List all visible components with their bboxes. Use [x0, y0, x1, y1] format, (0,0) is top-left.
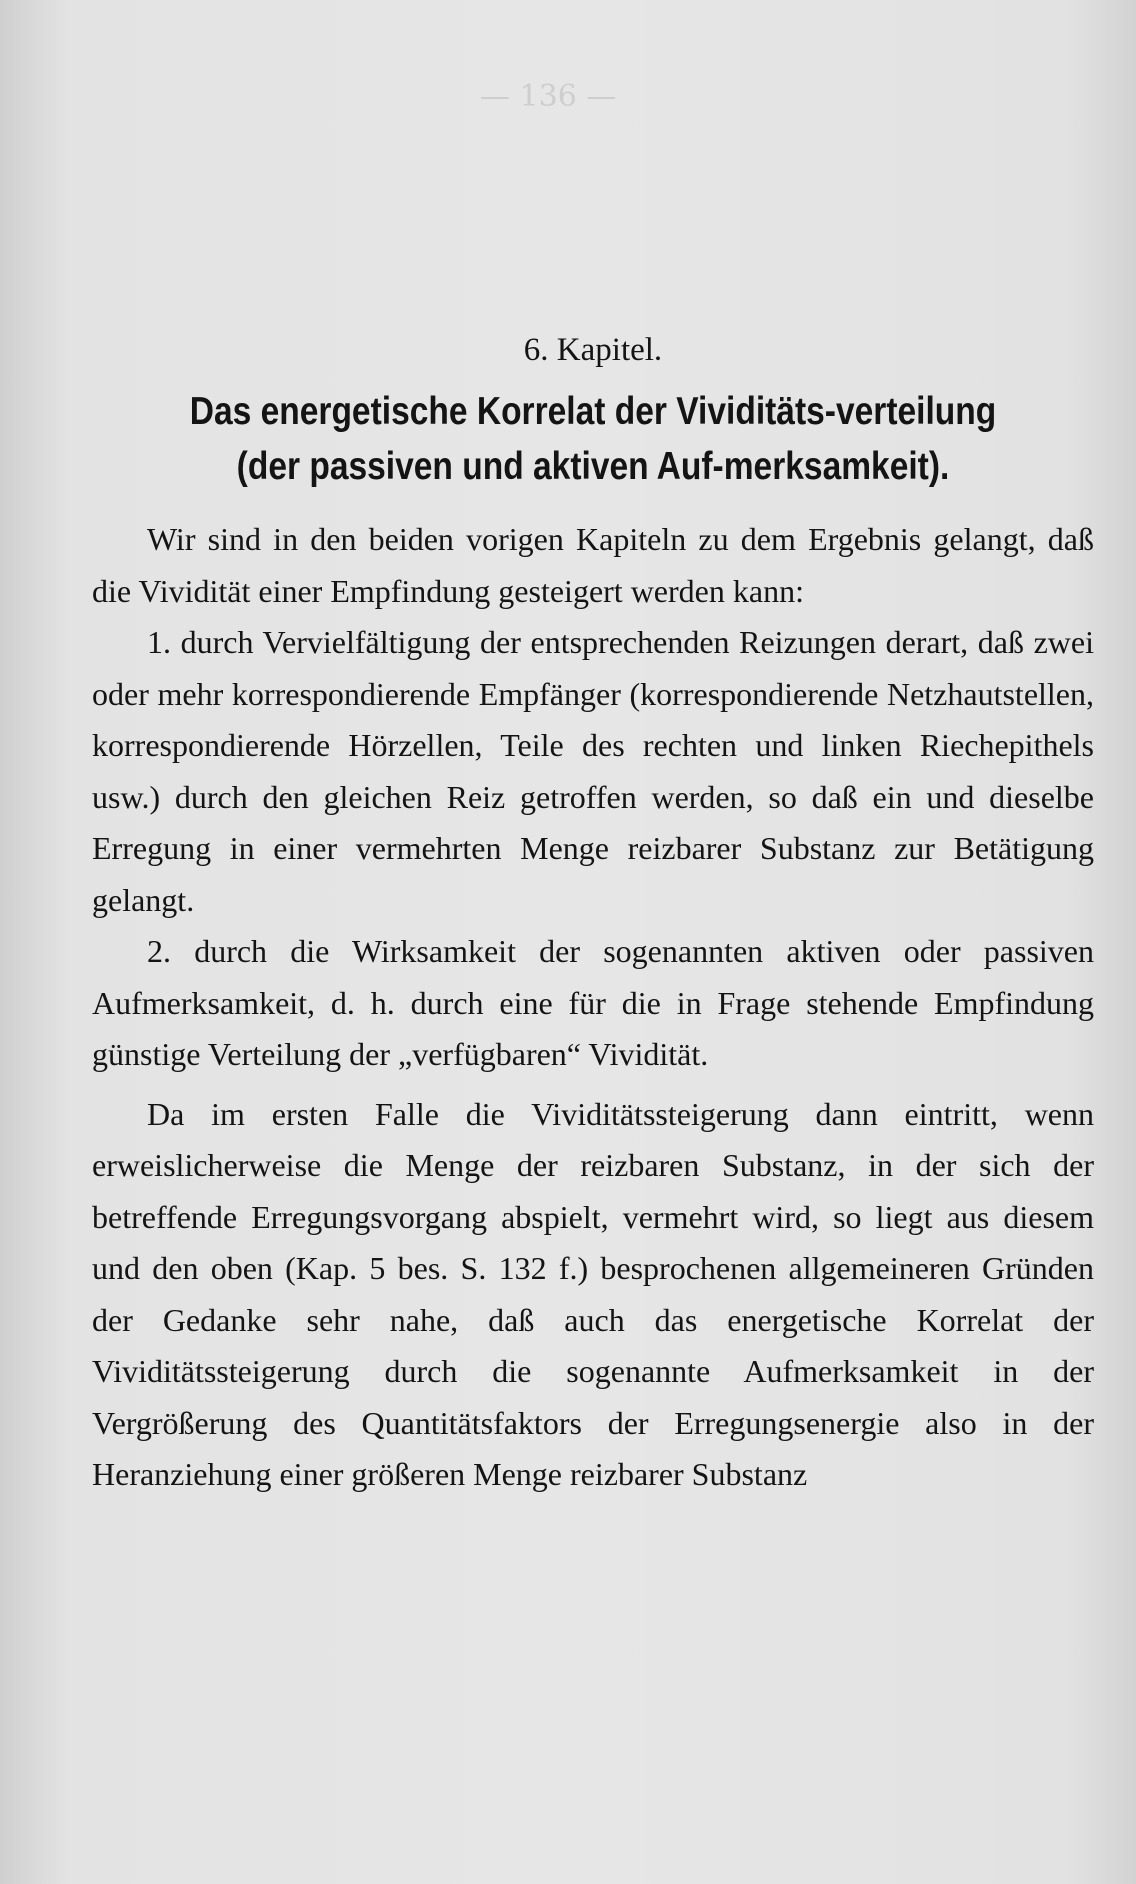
paragraph-conclusion: Da im ersten Falle die Vividitätssteigerung dann eintritt, wenn erweislicherweise die Menge der reizbaren Substanz, in der sich der betreffende Erregungsvorgang abspielt, vermehrt wird, so liegt aus diesem und den oben (Kap. 5 bes. S. 132 f.) besprochenen allgemeineren Gründen der Gedanke sehr nahe, daß auch das energetische Korrelat der Vividitätssteigerung durch die sogenannte Aufmerksamkeit in der Vergrößerung des Quantitätsfaktors der Erregungsenergie also in der Heranziehung einer größeren Menge reizbarer Substanz — [92, 1095, 1094, 1492]
page-content — [92, 330, 1094, 1501]
paragraph-item-2: 2. durch die Wirksamkeit der sogenannten aktiven oder passiven Aufmerksamkeit, d. h. durch eine für die in Frage stehende Empfindung günstige Verteilung der „verfügbaren“ Vividität. — [92, 933, 1094, 1072]
chapter-title: Das energetische Korrelat der Vividitäts‐verteilung (der passiven und aktiven Auf‐merksamkeit). — [189, 390, 997, 488]
paragraph-item-1: 1. durch Vervielfältigung der entsprechenden Reizungen derart, daß zwei oder mehr korrespondierende Empfänger (korrespondierende Netzhautstellen, korrespondierende Hörzellen, Teile des rechten und linken Riechepithels usw.) durch den gleichen Reiz getroffen werden, so daß ein und dieselbe Erregung in einer vermehrten Menge reizbarer Substanz zur Betätigung gelangt. — [92, 624, 1094, 918]
paragraph-gap — [92, 1081, 1094, 1089]
paragraph-intro: Wir sind in den beiden vorigen Kapiteln zu dem Ergebnis gelangt, daß die Vividität einer Empfindung gesteigert werden kann: — [92, 521, 1094, 609]
chapter-label: 6. Kapitel. — [523, 332, 663, 368]
page-header-bleed-through: — 136 — — [480, 79, 617, 114]
